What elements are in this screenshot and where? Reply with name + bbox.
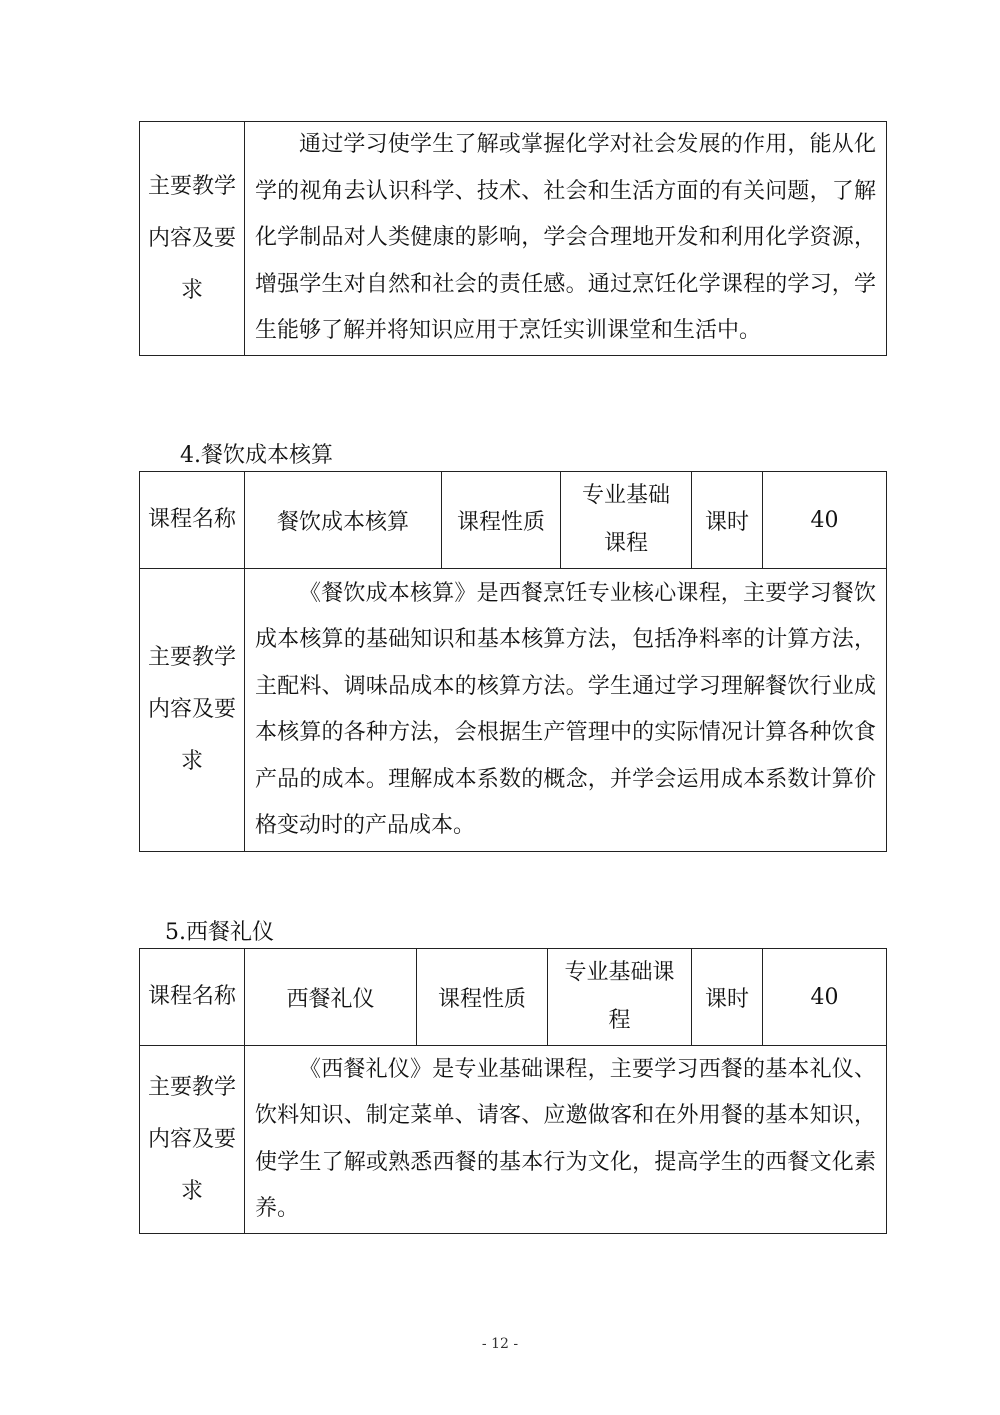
course-table-chemistry [139,121,887,356]
course-name-label-text: 课程名称 [147,507,236,532]
course-table-cost-accounting [139,471,887,852]
course-nature-value [561,472,692,569]
main-content-text: 通过学习使学生了解或掌握化学对社会发展的作用，能从化学的视角去认识科学、技术、社会和生活方面的有关问题，了解化学制品对人类健康的影响，学会合理地开发和利用化学资源，增强学生对自然和社会的责任感。通过烹饪化学课程的学习，学生能够了解并将知识应用于烹饪实训课堂和生活中。 [255,132,876,344]
main-content-text: 《西餐礼仪》是专业基础课程，主要学习西餐的基本礼仪、饮料知识、制定菜单、请客、应邀做客和在外用餐的基本知识，使学生了解或熟悉西餐的基本行为文化，提高学生的西餐文化素养。 [255,1056,876,1221]
main-content-label [140,122,245,356]
main-content-label-text: 主要教学内容及要求 [147,173,236,303]
course-nature-label: 课程性质 [417,949,548,1046]
main-content-text: 《餐饮成本核算》是西餐烹饪专业核心课程，主要学习餐饮成本核算的基础知识和基本核算方法，包括净料率的计算方法，主配料、调味品成本的核算方法。学生通过学习理解餐饮行业成本核算的各种方法，会根据生产管理中的实际情况计算各种饮食产品的成本。理解成本系数的概念，并学会运用成本系数计算价格变动时的产品成本。 [255,580,876,838]
main-content-label [140,569,245,852]
main-content-cell [245,569,887,852]
course-name-value: 餐饮成本核算 [245,472,442,569]
section-heading-4: 4.餐饮成本核算 [180,443,333,468]
main-content-cell [245,1046,887,1234]
course-name-value: 西餐礼仪 [245,949,417,1046]
main-content-cell [245,122,887,356]
section-heading-5: 5.西餐礼仪 [165,920,274,945]
course-hours-label: 课时 [692,949,763,1046]
main-content-label [140,1046,245,1234]
page-number: - 12 - [481,1336,519,1352]
main-content-label-text: 主要教学内容及要求 [147,645,236,774]
course-name-label [140,949,245,1046]
course-hours-label: 课时 [692,472,763,569]
course-table-etiquette [139,948,887,1234]
course-nature-value-text: 专业基础课程 [564,960,675,1033]
course-nature-value-text: 专业基础课程 [581,483,670,556]
course-name-label [140,472,245,569]
main-content-label-text: 主要教学内容及要求 [147,1074,236,1204]
course-name-label-text: 课程名称 [147,984,236,1009]
course-hours-value: 40 [763,472,887,569]
course-hours-value: 40 [763,949,887,1046]
course-nature-label: 课程性质 [442,472,561,569]
course-nature-value [548,949,692,1046]
